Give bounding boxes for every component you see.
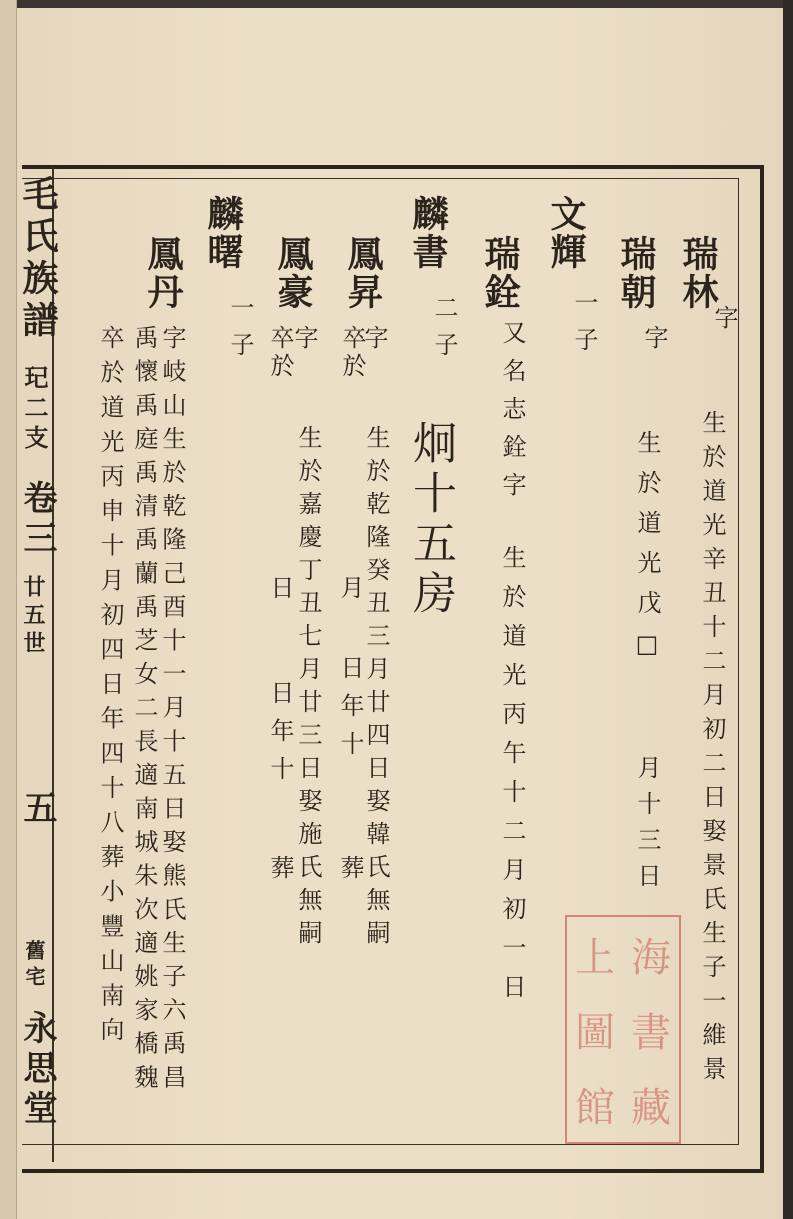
entry-name: 麟曙 — [202, 195, 244, 271]
page-right-edge — [783, 0, 793, 1219]
entry-text: 生於道光辛丑十二月初二日娶景氏生子一維景 — [698, 410, 726, 1090]
entry-text: 葬 — [266, 855, 294, 892]
seal-char: 海 — [631, 935, 671, 981]
seal-char: 藏 — [631, 1085, 671, 1131]
seal-char: 圖 — [575, 1010, 615, 1056]
entry-text: 字 — [640, 325, 668, 362]
entry-text: 生於道光戊□ — [633, 430, 661, 674]
entry-text: 字 — [710, 305, 738, 342]
entry-text: 字岐山生於乾隆己酉十一月十五日娶熊氏生子六禹昌 — [158, 325, 186, 1098]
entry-name: 鳳丹 — [142, 235, 184, 311]
margin-volume: 卷三 — [17, 480, 57, 560]
entry-text: 卒於 — [338, 325, 366, 381]
margin-hall: 永思堂 — [17, 1010, 57, 1130]
entry-name: 瑞銓 — [479, 235, 521, 311]
entry-text: 日 — [266, 575, 294, 612]
branch-heading: 炯十五房 — [405, 420, 456, 620]
entry-text: 又名志銓字 — [498, 320, 526, 510]
entry-name: 鳳豪 — [272, 235, 314, 311]
entry-name: 鳳昇 — [342, 235, 384, 311]
seal-char: 上 — [575, 935, 615, 981]
entry-text: 一子 — [570, 290, 598, 364]
entry-name: 瑞朝 — [615, 235, 657, 311]
entry-name: 瑞林 — [677, 235, 719, 311]
entry-text: 二子 — [430, 295, 458, 369]
entry-text: 日年十 — [266, 680, 294, 794]
entry-name: 麟書 — [407, 195, 449, 271]
entry-text: 日年十 — [336, 655, 364, 769]
margin-hall-prefix: 舊宅 — [22, 940, 46, 992]
margin-title: 毛氏族譜 — [17, 175, 59, 343]
entry-text: 生於乾隆癸丑三月廿四日娶韓氏無嗣 — [362, 425, 390, 953]
entry-text: 一子 — [226, 295, 254, 369]
margin-generation: 廿五世 — [20, 575, 46, 659]
entry-text: 卒於 — [266, 325, 294, 381]
entry-text: 月十三日 — [633, 755, 661, 899]
entry-text: 字 — [360, 325, 388, 362]
page-top-edge — [0, 0, 793, 8]
entry-text: 字 — [290, 325, 318, 362]
margin-branch: 玘二支 — [20, 365, 49, 455]
seal-char: 館 — [575, 1085, 615, 1131]
library-seal — [565, 915, 681, 1144]
entry-text: 葬 — [336, 855, 364, 892]
entry-text: 生於道光丙午十二月初一日 — [498, 545, 526, 1013]
entry-text: 禹懷禹庭禹清禹蘭禹芝女二長適南城朱次適姚家橋魏 — [130, 325, 158, 1098]
entry-name: 文輝 — [545, 195, 587, 271]
seal-char: 書 — [631, 1010, 671, 1056]
entry-text: 生於嘉慶丁丑七月廿三日娶施氏無嗣 — [294, 425, 322, 953]
entry-text: 卒於道光丙申十月初四日年四十八葬小豐山南向 — [96, 325, 124, 1052]
entry-text: 月 — [336, 575, 364, 612]
margin-page: 五 — [17, 790, 57, 830]
page-left-edge — [0, 0, 17, 1219]
